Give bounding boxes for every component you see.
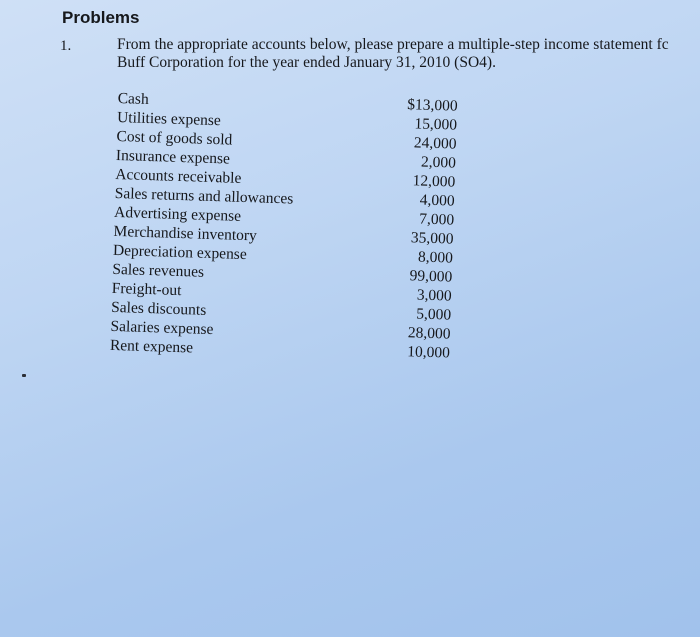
account-amount: 28,000 — [407, 324, 451, 343]
account-name: Advertising expense — [113, 203, 242, 225]
instruction-line-2: Buff Corporation for the year ended January 31, 2010 (SO4). — [117, 54, 496, 71]
account-amount: $13,000 — [407, 96, 458, 115]
account-name: Merchandise inventory — [113, 222, 258, 245]
account-amount: 2,000 — [420, 153, 457, 172]
account-name: Sales revenues — [112, 260, 205, 281]
account-name: Cash — [117, 90, 149, 108]
account-amount: 10,000 — [407, 343, 451, 362]
account-name: Freight-out — [111, 279, 182, 300]
account-name: Cost of goods sold — [116, 127, 233, 149]
section-heading: Problems — [62, 8, 140, 27]
account-name: Utilities expense — [116, 108, 222, 130]
account-amount: 5,000 — [415, 305, 452, 324]
account-amount: 15,000 — [414, 115, 458, 134]
account-name: Insurance expense — [115, 146, 231, 168]
instruction-line-1: From the appropriate accounts below, please prepare a multiple-step income statement fc — [117, 36, 669, 53]
account-amount: 99,000 — [409, 267, 453, 286]
accounts-list — [110, 90, 458, 367]
account-amount: 7,000 — [418, 210, 455, 229]
account-name: Sales discounts — [110, 298, 207, 319]
account-name: Salaries expense — [110, 317, 214, 339]
account-name: Depreciation expense — [112, 241, 248, 264]
problem-number: 1. — [60, 38, 72, 54]
account-name: Accounts receivable — [115, 165, 242, 187]
problem-instructions — [117, 36, 697, 72]
account-name: Rent expense — [109, 336, 194, 357]
account-amount: 8,000 — [417, 248, 454, 267]
account-amount: 3,000 — [416, 286, 452, 305]
stray-ink-mark — [22, 374, 26, 377]
account-amount: 35,000 — [410, 229, 454, 248]
account-amount: 24,000 — [413, 134, 457, 153]
account-name: Sales returns and allowances — [114, 184, 294, 208]
account-amount: 12,000 — [412, 172, 456, 191]
account-amount: 4,000 — [419, 191, 455, 210]
